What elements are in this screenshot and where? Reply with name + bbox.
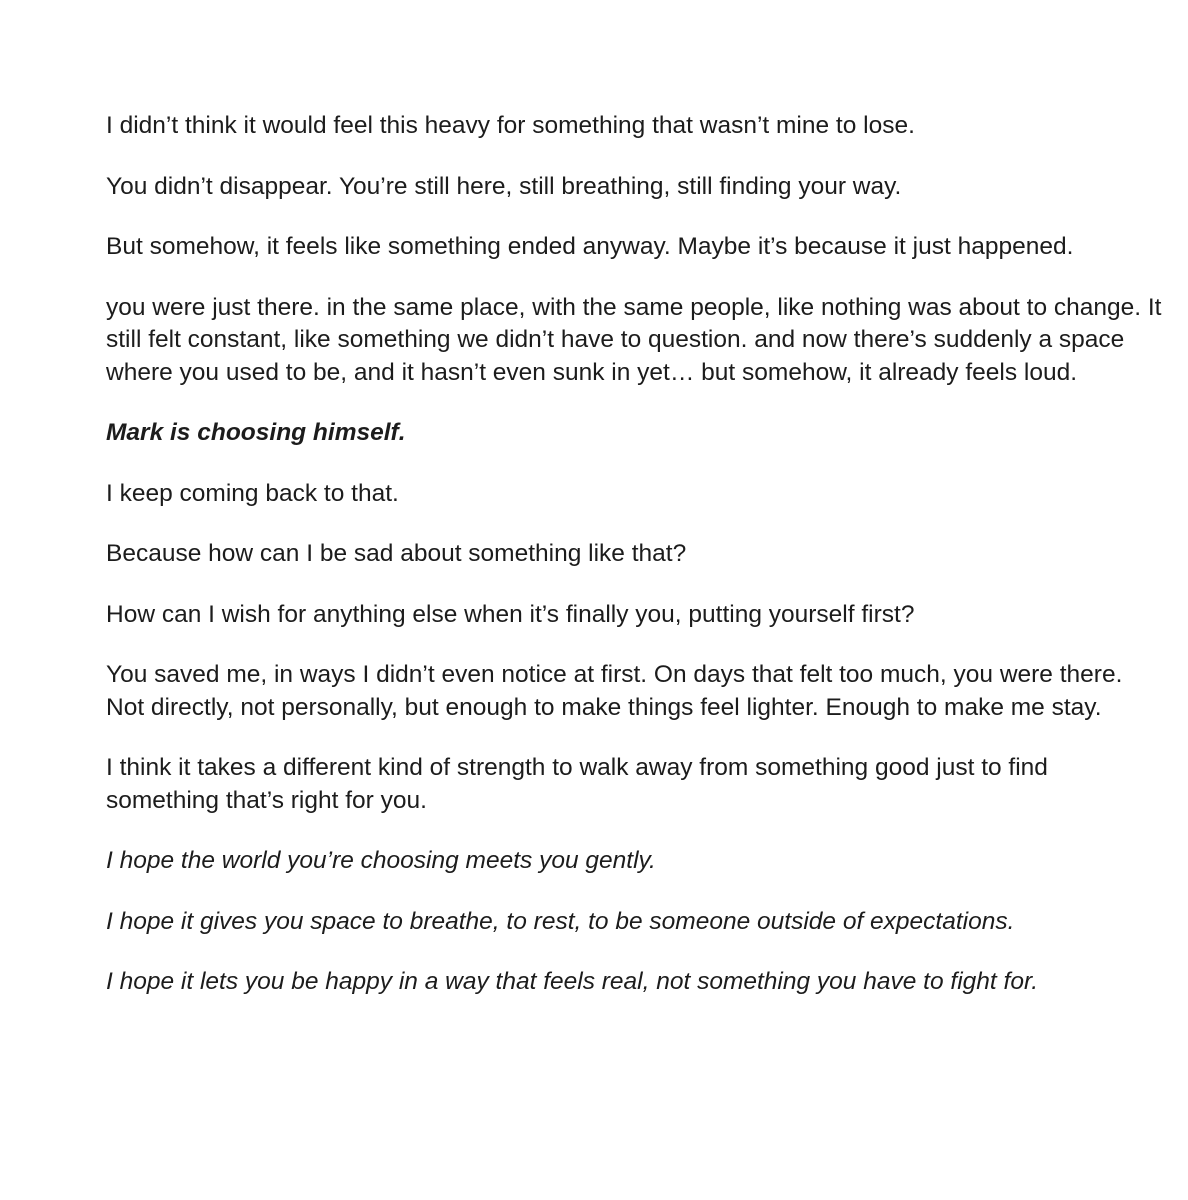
emphasis-paragraph: Mark is choosing himself. xyxy=(106,419,406,446)
paragraph-9: You saved me, in ways I didn’t even notice at first. On days that felt too much, you were there. Not directly, not personally, but enough to make things feel lighter. Enough to make me stay. xyxy=(106,661,1123,721)
document-body xyxy=(106,110,1166,1027)
italic-paragraph-1: I hope the world you’re choosing meets you gently. xyxy=(106,847,656,874)
paragraph-4: you were just there. in the same place, with the same people, like nothing was about to change. It still felt constant, like something we didn’t have to question. and now there’s suddenly a space where you used to be, and it hasn’t even sunk in yet… but somehow, it already feels loud. xyxy=(106,293,1162,386)
paragraph-1: I didn’t think it would feel this heavy for something that wasn’t mine to lose. xyxy=(106,112,915,139)
paragraph-7: Because how can I be sad about something like that? xyxy=(106,540,687,567)
paragraph-8: How can I wish for anything else when it’s finally you, putting yourself first? xyxy=(106,600,915,628)
paragraph-6: I keep coming back to that. xyxy=(106,479,399,507)
italic-paragraph-3: I hope it lets you be happy in a way that feels real, not something you have to fight for. xyxy=(106,968,1039,995)
paragraph-3: But somehow, it feels like something ended anyway. Maybe it’s because it just happened. xyxy=(106,233,1074,260)
paragraph-2: You didn’t disappear. You’re still here, still breathing, still finding your way. xyxy=(106,172,902,200)
italic-paragraph-2: I hope it gives you space to breathe, to rest, to be someone outside of expectations. xyxy=(106,907,1015,935)
paragraph-10: I think it takes a different kind of strength to walk away from something good just to find something that’s right for you. xyxy=(106,754,1048,814)
